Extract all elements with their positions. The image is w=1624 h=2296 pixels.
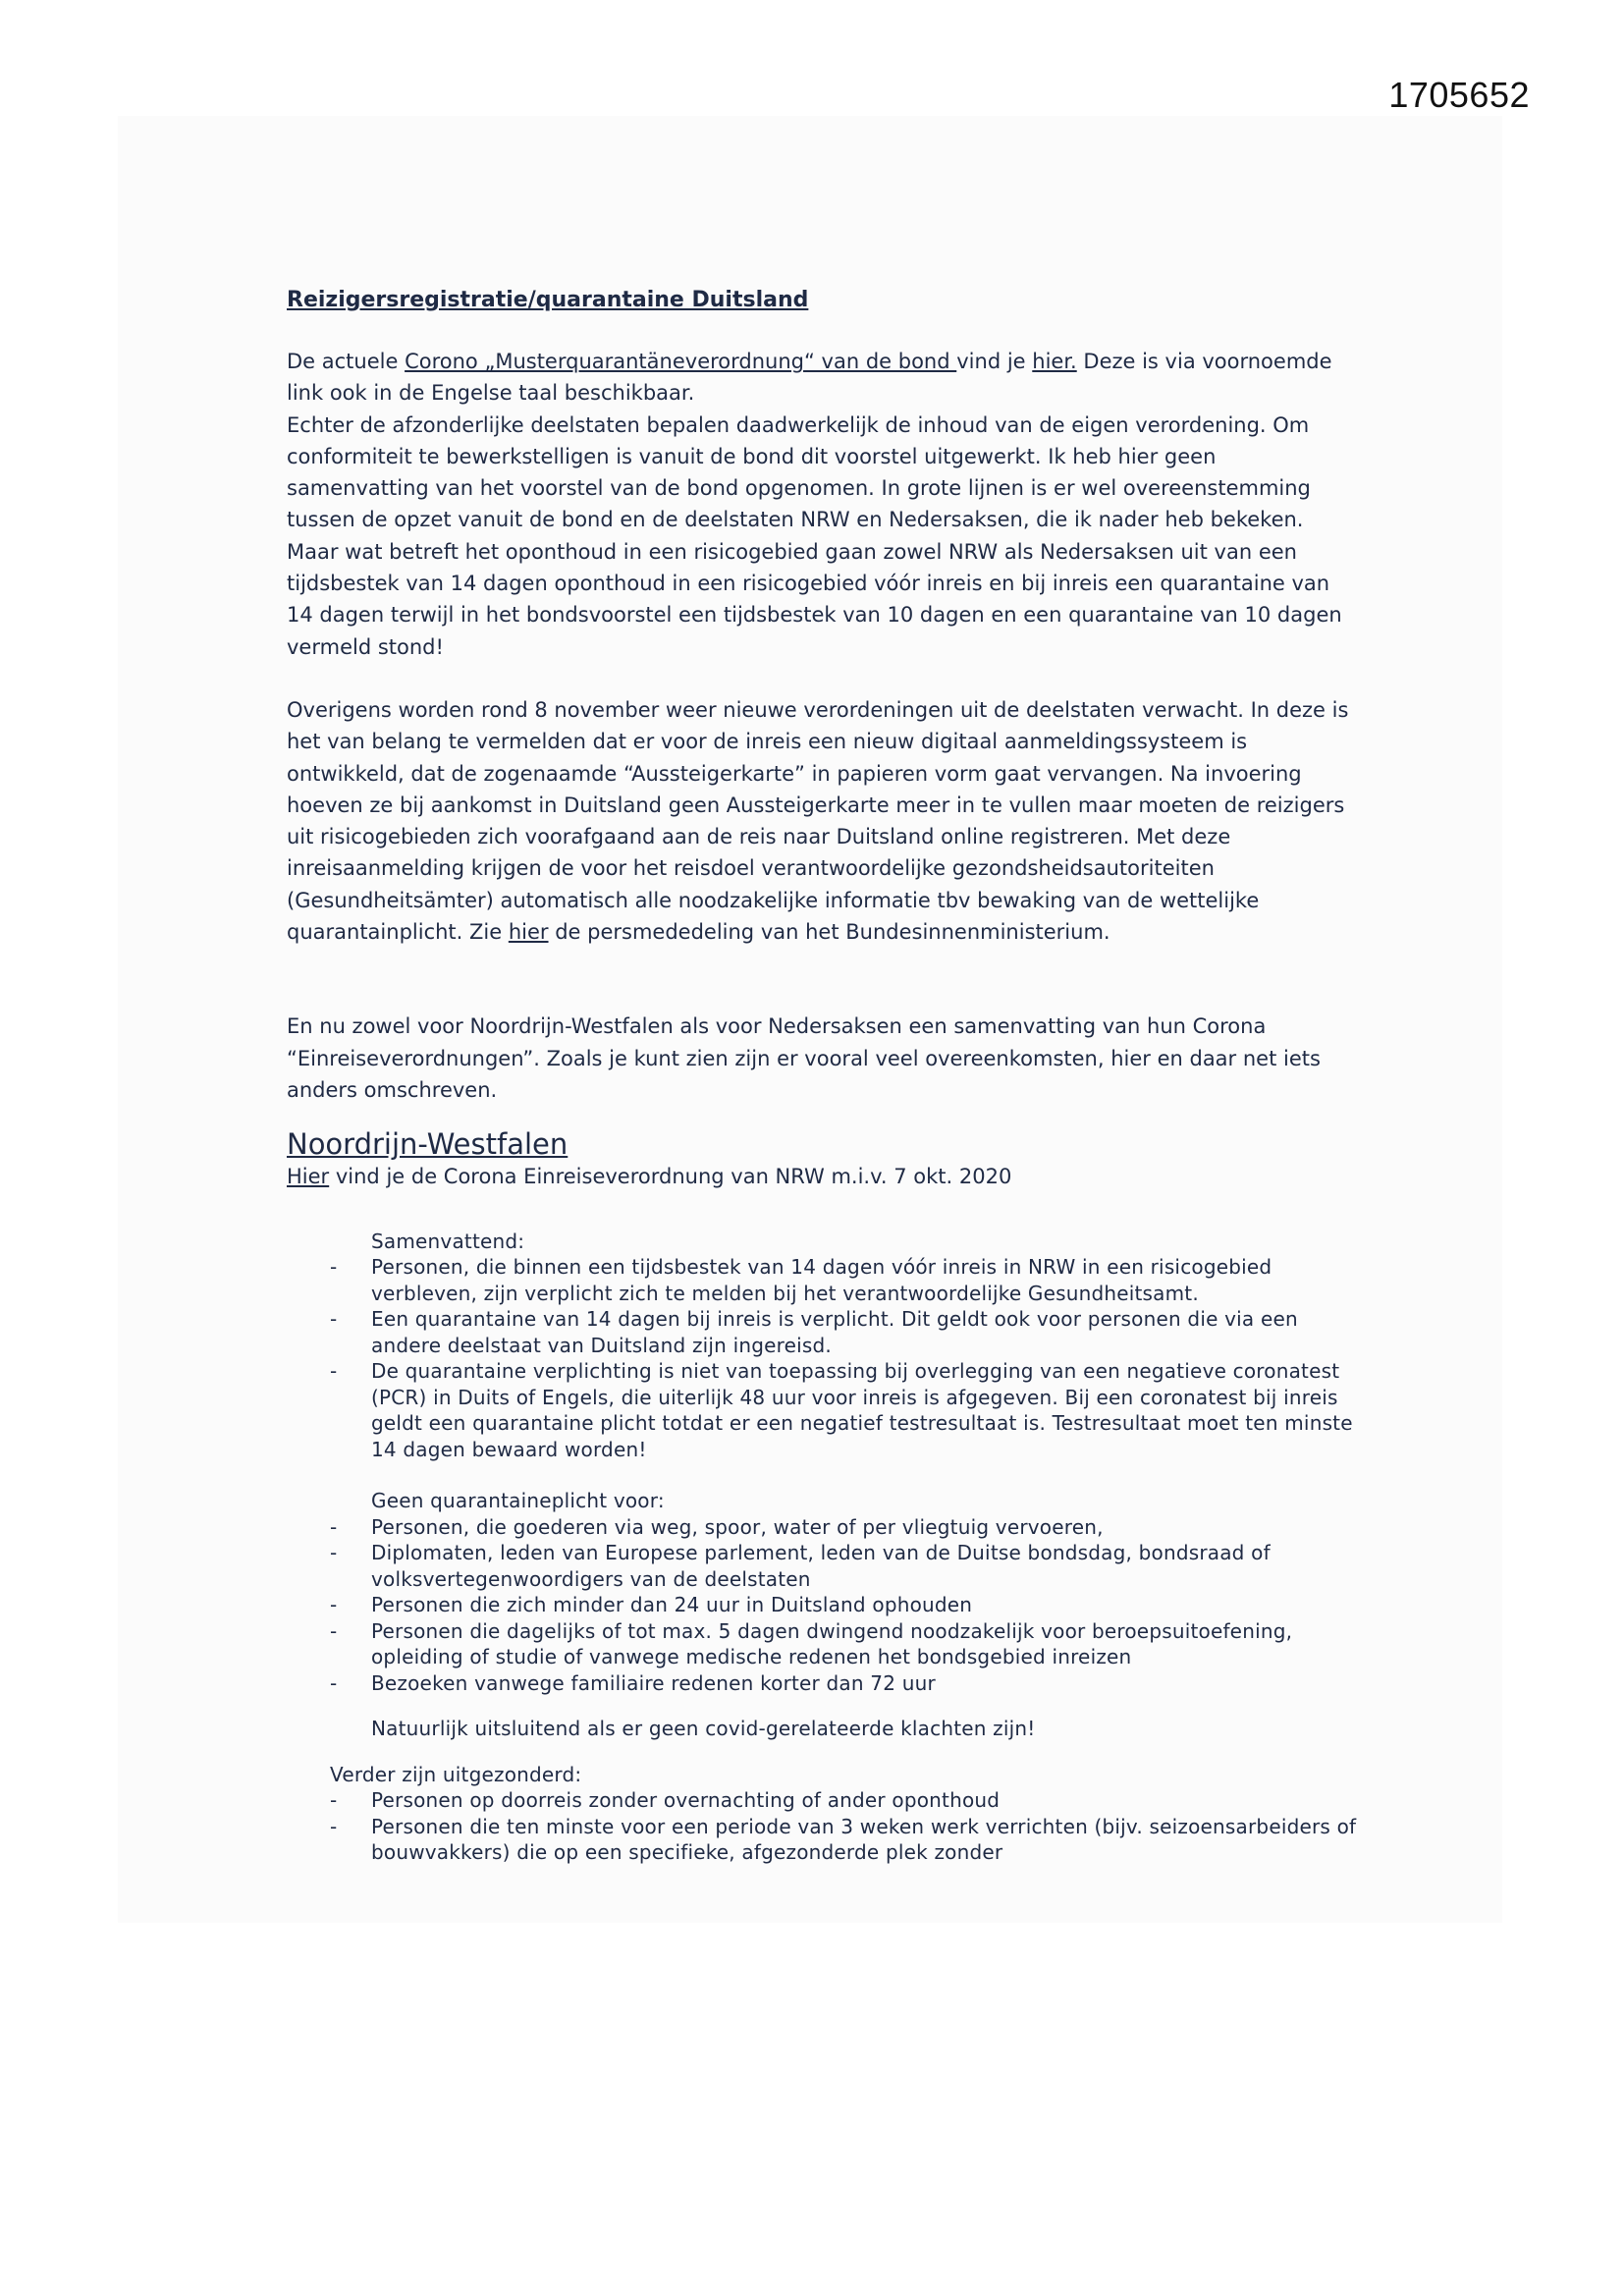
exempt-label: Geen quarantaineplicht voor: [371,1489,665,1513]
list-item: - Personen die dagelijks of tot max. 5 dagen dwingend noodzakelijk voor beroepsuitoefening, opleiding of studie of vanwege medische redenen het bondsgebied inreizen [287,1618,1357,1670]
list-item: - Personen op doorreis zonder overnachting of ander oponthoud [287,1787,1357,1814]
summary-list [287,1254,1357,1462]
further-label: Verder zijn uitgezonderd: [330,1762,582,1786]
summary-label: Samenvattend: [371,1229,525,1253]
list-item: - Personen die zich minder dan 24 uur in Duitsland ophouden [287,1592,1357,1618]
intro-paragraph-1: De actuele Corono „Musterquarantäneverordnung“ van de bond vind je hier. Deze is via voornoemde link ook in de Engelse taal beschikbaar. [287,350,1332,406]
document-body [287,285,1357,1866]
section-subline: Hier vind je de Corona Einreiseverordnung van NRW m.i.v. 7 okt. 2020 [287,1165,1012,1189]
intro-paragraph-4: En nu zowel voor Noordrijn-Westfalen als voor Nedersaksen een samenvatting van hun Corona “Einreiseverordnungen”. Zoals je kunt zien zijn er vooral veel overeenkomsten, hier en daar net iets anders omschreven. [287,1014,1321,1102]
list-item: - Personen die ten minste voor een periode van 3 weken werk verrichten (bijv. seizoensarbeiders of bouwvakkers) die op een specifieke, afgezonderde plek zonder [287,1814,1357,1866]
musterverordnung-link[interactable]: Corono „Musterquarantäneverordnung“ van de bond [405,350,957,373]
list-item: - Een quarantaine van 14 dagen bij inreis is verplicht. Dit geldt ook voor personen die via een andere deelstaat van Duitsland zijn ingereisd. [287,1306,1357,1358]
hier-link-english[interactable]: hier. [1032,350,1077,373]
exempt-list [287,1514,1357,1697]
list-item: - De quarantaine verplichting is niet van toepassing bij overlegging van een negatieve coronatest (PCR) in Duits of Engels, die uiterlijk 48 uur voor inreis is afgegeven. Bij een coronatest bij inreis geldt een quarantaine plicht totdat er een negatief testresultaat is. Testresultaat moet ten minste 14 dagen bewaard worden! [287,1358,1357,1462]
document-number: 1705652 [1388,75,1530,115]
covid-note: Natuurlijk uitsluitend als er geen covid-gerelateerde klachten zijn! [371,1717,1036,1741]
list-item: - Personen, die goederen via weg, spoor, water of per vliegtuig vervoeren, [287,1514,1357,1541]
persmededeling-link[interactable]: hier [508,920,549,945]
list-item: - Bezoeken vanwege familiaire redenen korter dan 72 uur [287,1670,1357,1697]
intro-paragraph-2: Echter de afzonderlijke deelstaten bepalen daadwerkelijk de inhoud van de eigen verordening. Om conformiteit te bewerkstelligen is vanuit de bond dit voorstel uitgewerkt. Ik heb hier geen samenvatting van het voorstel van de bond opgenomen. In grote lijnen is er wel overeenstemming tussen de opzet vanuit de bond en de deelstaten NRW en Nedersaksen, die ik nader heb bekeken. Maar wat betreft het oponthoud in een risicogebied gaan zowel NRW als Nedersaksen uit van een tijdsbestek van 14 dagen oponthoud in een risicogebied vóór inreis en bij inreis een quarantaine van 14 dagen terwijl in het bondsvoorstel een tijdsbestek van 10 dagen en een quarantaine van 10 dagen vermeld stond! [287,412,1342,659]
einreiseverordnung-link[interactable]: Hier [287,1165,330,1189]
section-heading-nrw: Noordrijn-Westfalen [287,1127,568,1162]
list-item: - Personen, die binnen een tijdsbestek van 14 dagen vóór inreis in NRW in een risicogebied verbleven, zijn verplicht zich te melden bij het verantwoordelijke Gesundheitsamt. [287,1254,1357,1306]
nrw-summary-block [287,1229,1357,1866]
list-item: - Diplomaten, leden van Europese parlement, leden van de Duitse bondsdag, bondsraad of volksvertegenwoordigers van de deelstaten [287,1540,1357,1592]
further-list [287,1787,1357,1866]
document-title: Reizigersregistratie/quarantaine Duitsland [287,288,809,312]
intro-paragraph-3: Overigens worden rond 8 november weer nieuwe verordeningen uit de deelstaten verwacht. In deze is het van belang te vermelden dat er voor de inreis een nieuw digitaal aanmeldingssysteem is ontwikkeld, dat de zogenaamde “Aussteigerkarte” in papieren vorm gaat vervangen. Na invoering hoeven ze bij aankomst in Duitsland geen Aussteigerkarte meer in te vullen maar moeten de reizigers uit risicogebieden zich voorafgaand aan de reis naar Duitsland online registreren. Met deze inreisaanmelding krijgen de voor het reisdoel verantwoordelijke gezondsheidsautoriteiten (Gesundheitsämter) automatisch alle noodzakelijke informatie tbv bewaking van de wettelijke quarantainplicht. Zie hier de persmededeling van het Bundesinnenministerium. [287,697,1349,945]
